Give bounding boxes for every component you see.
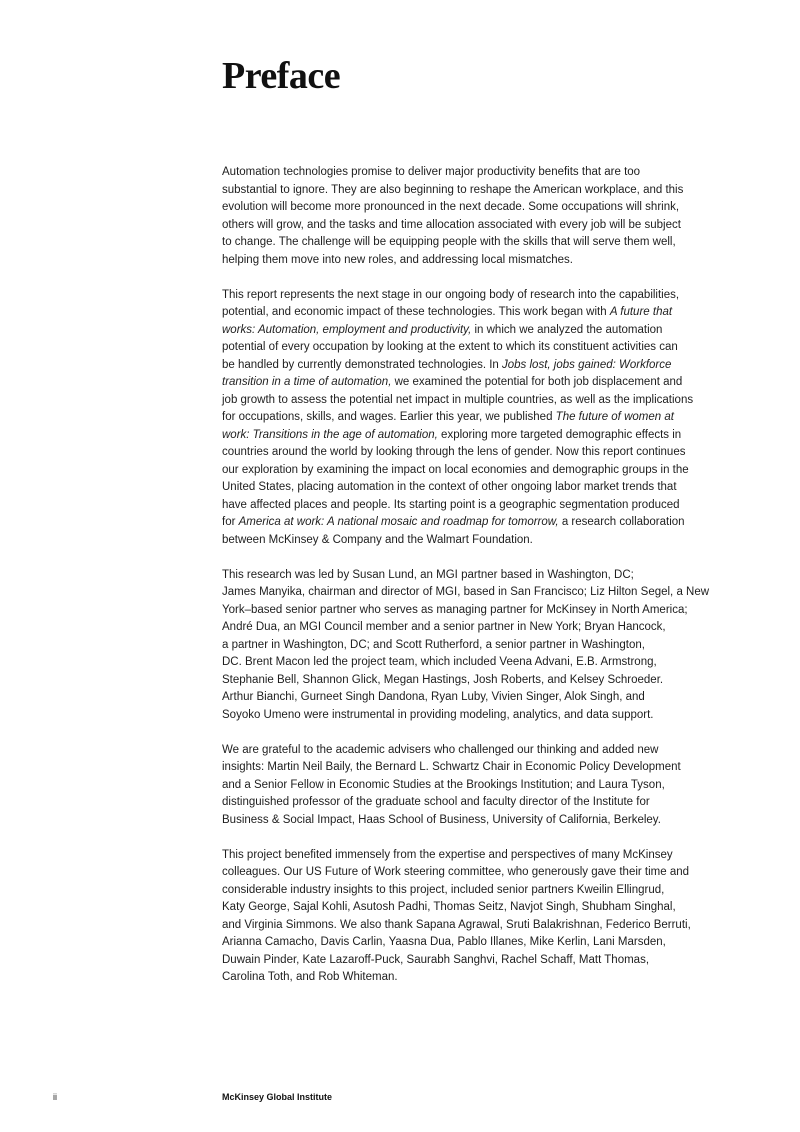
text-segment: to change. The challenge will be equipping people with the skills that will serve them well, [222, 236, 676, 248]
paragraph-line [222, 199, 720, 217]
text-segment: and Virginia Simmons. We also thank Sapana Agrawal, Sruti Balakrishnan, Federico Berruti, [222, 918, 691, 931]
text-segment: helping them move into new roles, and addressing local mismatches. [222, 253, 573, 266]
text-segment: colleagues. Our US Future of Work steering committee, who generously gave their time and [222, 866, 690, 878]
paragraph-line [222, 322, 720, 340]
footer-organization: McKinsey Global Institute [222, 1092, 333, 1102]
text-segment: We are grateful to the academic advisers who challenged our thinking and added new [222, 743, 659, 756]
paragraph-line [222, 882, 720, 900]
italic-title-segment: A future that [609, 306, 673, 318]
paragraph-line [222, 409, 720, 427]
page-title: Preface [222, 55, 341, 97]
paragraph-line [222, 164, 720, 182]
text-segment: for [222, 516, 239, 528]
text-segment: Katy George, Sajal Kohli, Asutosh Padhi, Thomas Seitz, Navjot Singh, Shubham Singhal, [222, 901, 676, 913]
body-text [222, 164, 720, 1004]
body-paragraph [222, 567, 720, 725]
paragraph-line [222, 619, 720, 637]
text-segment: This project benefited immensely from the expertise and perspectives of many McKinsey [222, 848, 673, 861]
paragraph-line [222, 637, 720, 655]
italic-title-segment: The future of women at [555, 411, 674, 423]
text-segment: Duwain Pinder, Kate Lazaroff-Puck, Saurabh Sanghvi, Rachel Schaff, Matt Thomas, [222, 953, 650, 966]
italic-title-segment: transition in a time of automation, [222, 376, 392, 388]
text-segment: substantial to ignore. They are also beginning to reshape the American workplace, and this [222, 183, 684, 196]
text-segment: York–based senior partner who serves as managing partner for McKinsey in North America; [222, 603, 688, 616]
paragraph-line [222, 339, 720, 357]
paragraph-line [222, 707, 720, 725]
text-segment: Stephanie Bell, Shannon Glick, Megan Hastings, Josh Roberts, and Kelsey Schroeder. [222, 673, 664, 686]
paragraph-line [222, 479, 720, 497]
paragraph-line [222, 392, 720, 410]
paragraph-line [222, 217, 720, 235]
text-segment: we examined the potential for both job displacement and [391, 376, 683, 388]
text-segment: have affected places and people. Its starting point is a geographic segmentation produced [222, 498, 680, 511]
paragraph-line [222, 532, 720, 550]
body-paragraph [222, 164, 720, 269]
text-segment: our exploration by examining the impact on local economies and demographic groups in the [222, 463, 689, 476]
paragraph-line [222, 584, 720, 602]
body-paragraph [222, 847, 720, 987]
text-segment: DC. Brent Macon led the project team, which included Veena Advani, E.B. Armstrong, [222, 656, 657, 668]
paragraph-line [222, 602, 720, 620]
paragraph-line [222, 182, 720, 200]
paragraph-line [222, 847, 720, 865]
text-segment: Carolina Toth, and Rob Whiteman. [222, 971, 398, 983]
text-segment: potential of every occupation by looking at the extent to which its constituent activities can [222, 341, 678, 353]
text-segment: evolution will become more pronounced in the next decade. Some occupations will shrink, [222, 201, 680, 213]
body-paragraph [222, 742, 720, 830]
text-segment: United States, placing automation in the context of other ongoing labor market trends that [222, 481, 677, 493]
text-segment: job growth to assess the potential net impact in multiple countries, as well as the implications [222, 393, 694, 406]
paragraph-line [222, 462, 720, 480]
paragraph-line [222, 934, 720, 952]
text-segment: James Manyika, chairman and director of MGI, based in San Francisco; Liz Hilton Segel, a New [222, 586, 710, 598]
text-segment: others will grow, and the tasks and time allocation associated with every job will be subject [222, 218, 681, 231]
paragraph-line [222, 287, 720, 305]
text-segment: potential, and economic impact of these technologies. This work began with [222, 306, 610, 318]
italic-title-segment: works: Automation, employment and productivity, [222, 323, 472, 336]
text-segment: André Dua, an MGI Council member and a senior partner in New York; Bryan Hancock, [222, 621, 666, 633]
text-segment: countries around the world by looking through the lens of gender. Now this report continues [222, 446, 686, 458]
text-segment: Arianna Camacho, Davis Carlin, Yaasna Dua, Pablo Illanes, Mike Kerlin, Lani Marsden, [222, 936, 666, 948]
paragraph-line [222, 917, 720, 935]
text-segment: distinguished professor of the graduate school and faculty director of the Institute for [222, 796, 650, 808]
text-segment: exploring more targeted demographic effects in [437, 428, 682, 441]
paragraph-line [222, 514, 720, 532]
paragraph-line [222, 427, 720, 445]
paragraph-line [222, 444, 720, 462]
italic-title-segment: Jobs lost, jobs gained: Workforce [502, 358, 672, 371]
paragraph-line [222, 777, 720, 795]
text-segment: This research was led by Susan Lund, an MGI partner based in Washington, DC; [222, 568, 634, 581]
text-segment: a research collaboration [558, 516, 685, 528]
footer-page-number: ii [53, 1092, 57, 1102]
text-segment: Arthur Bianchi, Gurneet Singh Dandona, Ryan Luby, Vivien Singer, Alok Singh, and [222, 691, 645, 703]
text-segment: be handled by currently demonstrated technologies. In [222, 358, 503, 371]
paragraph-line [222, 864, 720, 882]
paragraph-line [222, 497, 720, 515]
text-segment: Automation technologies promise to deliver major productivity benefits that are too [222, 166, 641, 178]
paragraph-line [222, 252, 720, 270]
text-segment: considerable industry insights to this project, included senior partners Kweilin Ellingrud, [222, 883, 665, 896]
paragraph-line [222, 304, 720, 322]
paragraph-line [222, 969, 720, 987]
text-segment: and a Senior Fellow in Economic Studies at the Brookings Institution; and Laura Tyson, [222, 778, 665, 791]
paragraph-line [222, 357, 720, 375]
text-segment: Business & Social Impact, Haas School of Business, University of California, Berkeley. [222, 813, 661, 826]
text-segment: between McKinsey & Company and the Walmart Foundation. [222, 533, 533, 546]
paragraph-line [222, 759, 720, 777]
paragraph-line [222, 794, 720, 812]
paragraph-line [222, 374, 720, 392]
paragraph-line [222, 812, 720, 830]
italic-title-segment: America at work: A national mosaic and roadmap for tomorrow, [238, 516, 559, 528]
text-segment: This report represents the next stage in our ongoing body of research into the capabilities, [222, 288, 680, 301]
body-paragraph [222, 287, 720, 550]
text-segment: a partner in Washington, DC; and Scott Rutherford, a senior partner in Washington, [222, 638, 645, 651]
text-segment: for occupations, skills, and wages. Earlier this year, we published [222, 411, 556, 423]
text-segment: Soyoko Umeno were instrumental in providing modeling, analytics, and data support. [222, 708, 654, 721]
paragraph-line [222, 689, 720, 707]
paragraph-line [222, 567, 720, 585]
paragraph-line [222, 654, 720, 672]
paragraph-line [222, 672, 720, 690]
text-segment: in which we analyzed the automation [471, 323, 663, 336]
paragraph-line [222, 899, 720, 917]
paragraph-line [222, 234, 720, 252]
italic-title-segment: work: Transitions in the age of automation, [222, 428, 438, 441]
paragraph-line [222, 952, 720, 970]
text-segment: insights: Martin Neil Baily, the Bernard L. Schwartz Chair in Economic Policy Development [222, 761, 681, 773]
paragraph-line [222, 742, 720, 760]
